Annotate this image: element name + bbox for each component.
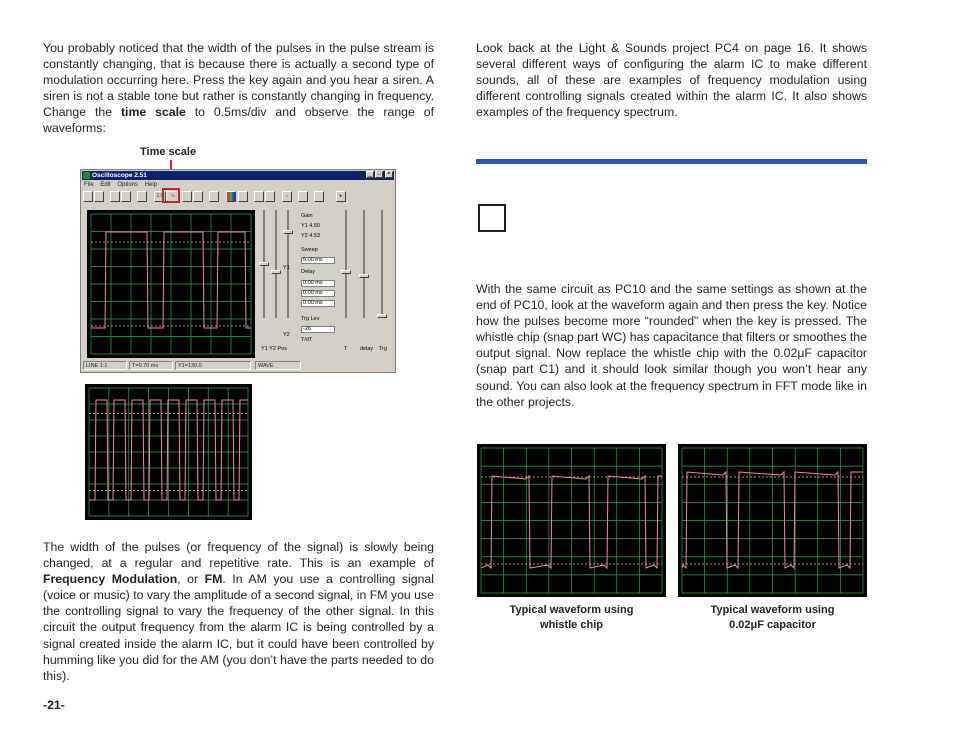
delay-field-2[interactable]: 0.00 ms (301, 290, 335, 297)
delay-bottom-label: delay (360, 346, 374, 352)
fm-paragraph (43, 539, 434, 684)
text-run: With the same circuit as PC10 and the same settings as shown at the end of PC10, look at the waveform again and then press the key. Notice how the pulses become more “rounded” when the key is pressed. The whistle chip (snap part WC) has capacitance that filters or smoothes the output signal. Now replace the whistle chip with the 0.02 (476, 282, 867, 361)
capacitor-waveform-screen (678, 444, 867, 597)
text-run: to 0.5ms/div and observe the range of waveforms: (43, 105, 434, 136)
delay-label: Delay (301, 269, 316, 275)
status-mode: WAVE (255, 361, 301, 370)
bold-term: time scale (120, 105, 186, 120)
t-label: T (344, 346, 348, 352)
y2-slider[interactable] (283, 210, 293, 318)
caption-capacitor-line-1: Typical waveform using (710, 604, 835, 616)
caption-whistle-line-2: whistle chip (540, 619, 603, 631)
trg-lev-label: Trg Lev (301, 316, 320, 322)
waveform-plot (477, 444, 666, 597)
window-title: Oscilloscope 2.51 (92, 172, 147, 179)
toolbar-button[interactable]: ▸ (336, 191, 346, 202)
control-panel (81, 170, 395, 372)
scope-grid (682, 448, 863, 593)
caption-whistle-line-1: Typical waveform using (509, 604, 634, 616)
text-run: . In AM you use a controlling signal (voice or music) to vary the amplitude of a second signal, in FM you use the controlling signal to vary the frequency of the other signal. In this circuit the output frequency from the alarm IC is being controlled by a signal created inside the alarm IC, but it could have been controlled by humming like you did for the AM (you don’t have the parts needed to do this). (43, 572, 435, 683)
maximize-icon[interactable]: □ (375, 171, 383, 178)
y1-gain-value: Y1 4.50 (301, 223, 320, 229)
intro-paragraph (43, 40, 434, 137)
status-y1: Y1=130.0 (175, 361, 251, 370)
section-rule (476, 159, 867, 164)
y1-label: Y1 (283, 265, 290, 271)
t-slider[interactable] (341, 210, 351, 318)
status-bar (83, 361, 393, 371)
sweep-label: Sweep (301, 247, 318, 253)
menu-edit[interactable]: Edit (100, 182, 111, 188)
trg-slider[interactable] (377, 210, 387, 318)
text-run: μ (797, 346, 805, 361)
toolbar-button[interactable]: ↓ (282, 191, 292, 202)
text-run: , or (177, 572, 205, 587)
minimize-icon[interactable]: _ (366, 171, 374, 178)
text-run: The width of the pulses (or frequency of the signal) is slowly being changed, at a regular and repetitive rate. This is an example of (43, 540, 434, 571)
y2-gain-value: Y2 4.53 (301, 233, 320, 239)
reference-paragraph: Look back at the Light & Sounds project PC4 on page 16. It shows several different ways of configuring the alarm IC to make different sounds, all of these are examples of frequency modulation using different controlling signals created within the alarm IC. It also shows examples of the frequency spectrum. (476, 41, 867, 120)
whistle-waveform-screen (477, 444, 666, 597)
gain-label: Gain (301, 213, 313, 219)
delay-slider[interactable] (359, 210, 369, 318)
bold-term: FM (204, 572, 223, 587)
scope-grid (481, 448, 662, 593)
time-scale-label: Time scale (140, 146, 197, 158)
time-scale-button[interactable]: ∿ (166, 191, 180, 202)
oscilloscope-window (80, 169, 396, 373)
caption-capacitor (678, 603, 867, 633)
time-scale-highlight (162, 188, 180, 203)
waveform-plot (85, 384, 252, 520)
y-pos-label: Y1 Y2 Pos (261, 346, 287, 352)
y1-pos-slider[interactable] (271, 210, 281, 318)
close-icon[interactable]: × (385, 171, 393, 178)
y2-label: Y2 (283, 332, 290, 338)
bold-term: Frequency Modulation (43, 572, 178, 587)
status-line: LINE 1:1 (83, 361, 127, 370)
menu-help[interactable]: Help (144, 182, 158, 188)
y1-slider[interactable] (259, 210, 269, 318)
trg-bottom-label: Trg (379, 346, 388, 352)
menu-file[interactable]: File (84, 182, 94, 188)
delay-field-1[interactable]: 0.00 ms (301, 280, 335, 287)
menu-options[interactable]: Options (117, 182, 139, 188)
delay-field-3[interactable]: 0.00 ms (301, 300, 335, 307)
sweep-field[interactable]: 5.00 ms (301, 257, 335, 264)
status-time: T=0.70 ms (129, 361, 173, 370)
fm-waveform-screen (85, 384, 252, 520)
text-run: You probably noticed that the width of the pulses in the pulse stream is constantly changing, that is because there is actually a second type of modulation occurring here. Press the key again and you hear a siren. A siren is not a stable tone but rather is constantly changing in frequency. Change the (43, 41, 434, 120)
text-run: F capacitor (snap part C1) and it should look similar though you won’t hear any sound. You can also look at the frequency spectrum in FFT mode like in the other projects. (476, 346, 867, 409)
caption-capacitor-line-2: 0.02μF capacitor (729, 619, 816, 631)
caption-whistle (477, 603, 666, 633)
tdt-label: T/dT (301, 337, 313, 343)
waveform-plot (678, 444, 867, 597)
whistle-paragraph (476, 281, 867, 410)
trg-lev-field[interactable]: -26 (301, 326, 335, 333)
page-number: -21- (43, 698, 65, 712)
toolbar-value[interactable]: 1.0 (154, 191, 166, 202)
project-checkbox[interactable] (478, 204, 506, 232)
